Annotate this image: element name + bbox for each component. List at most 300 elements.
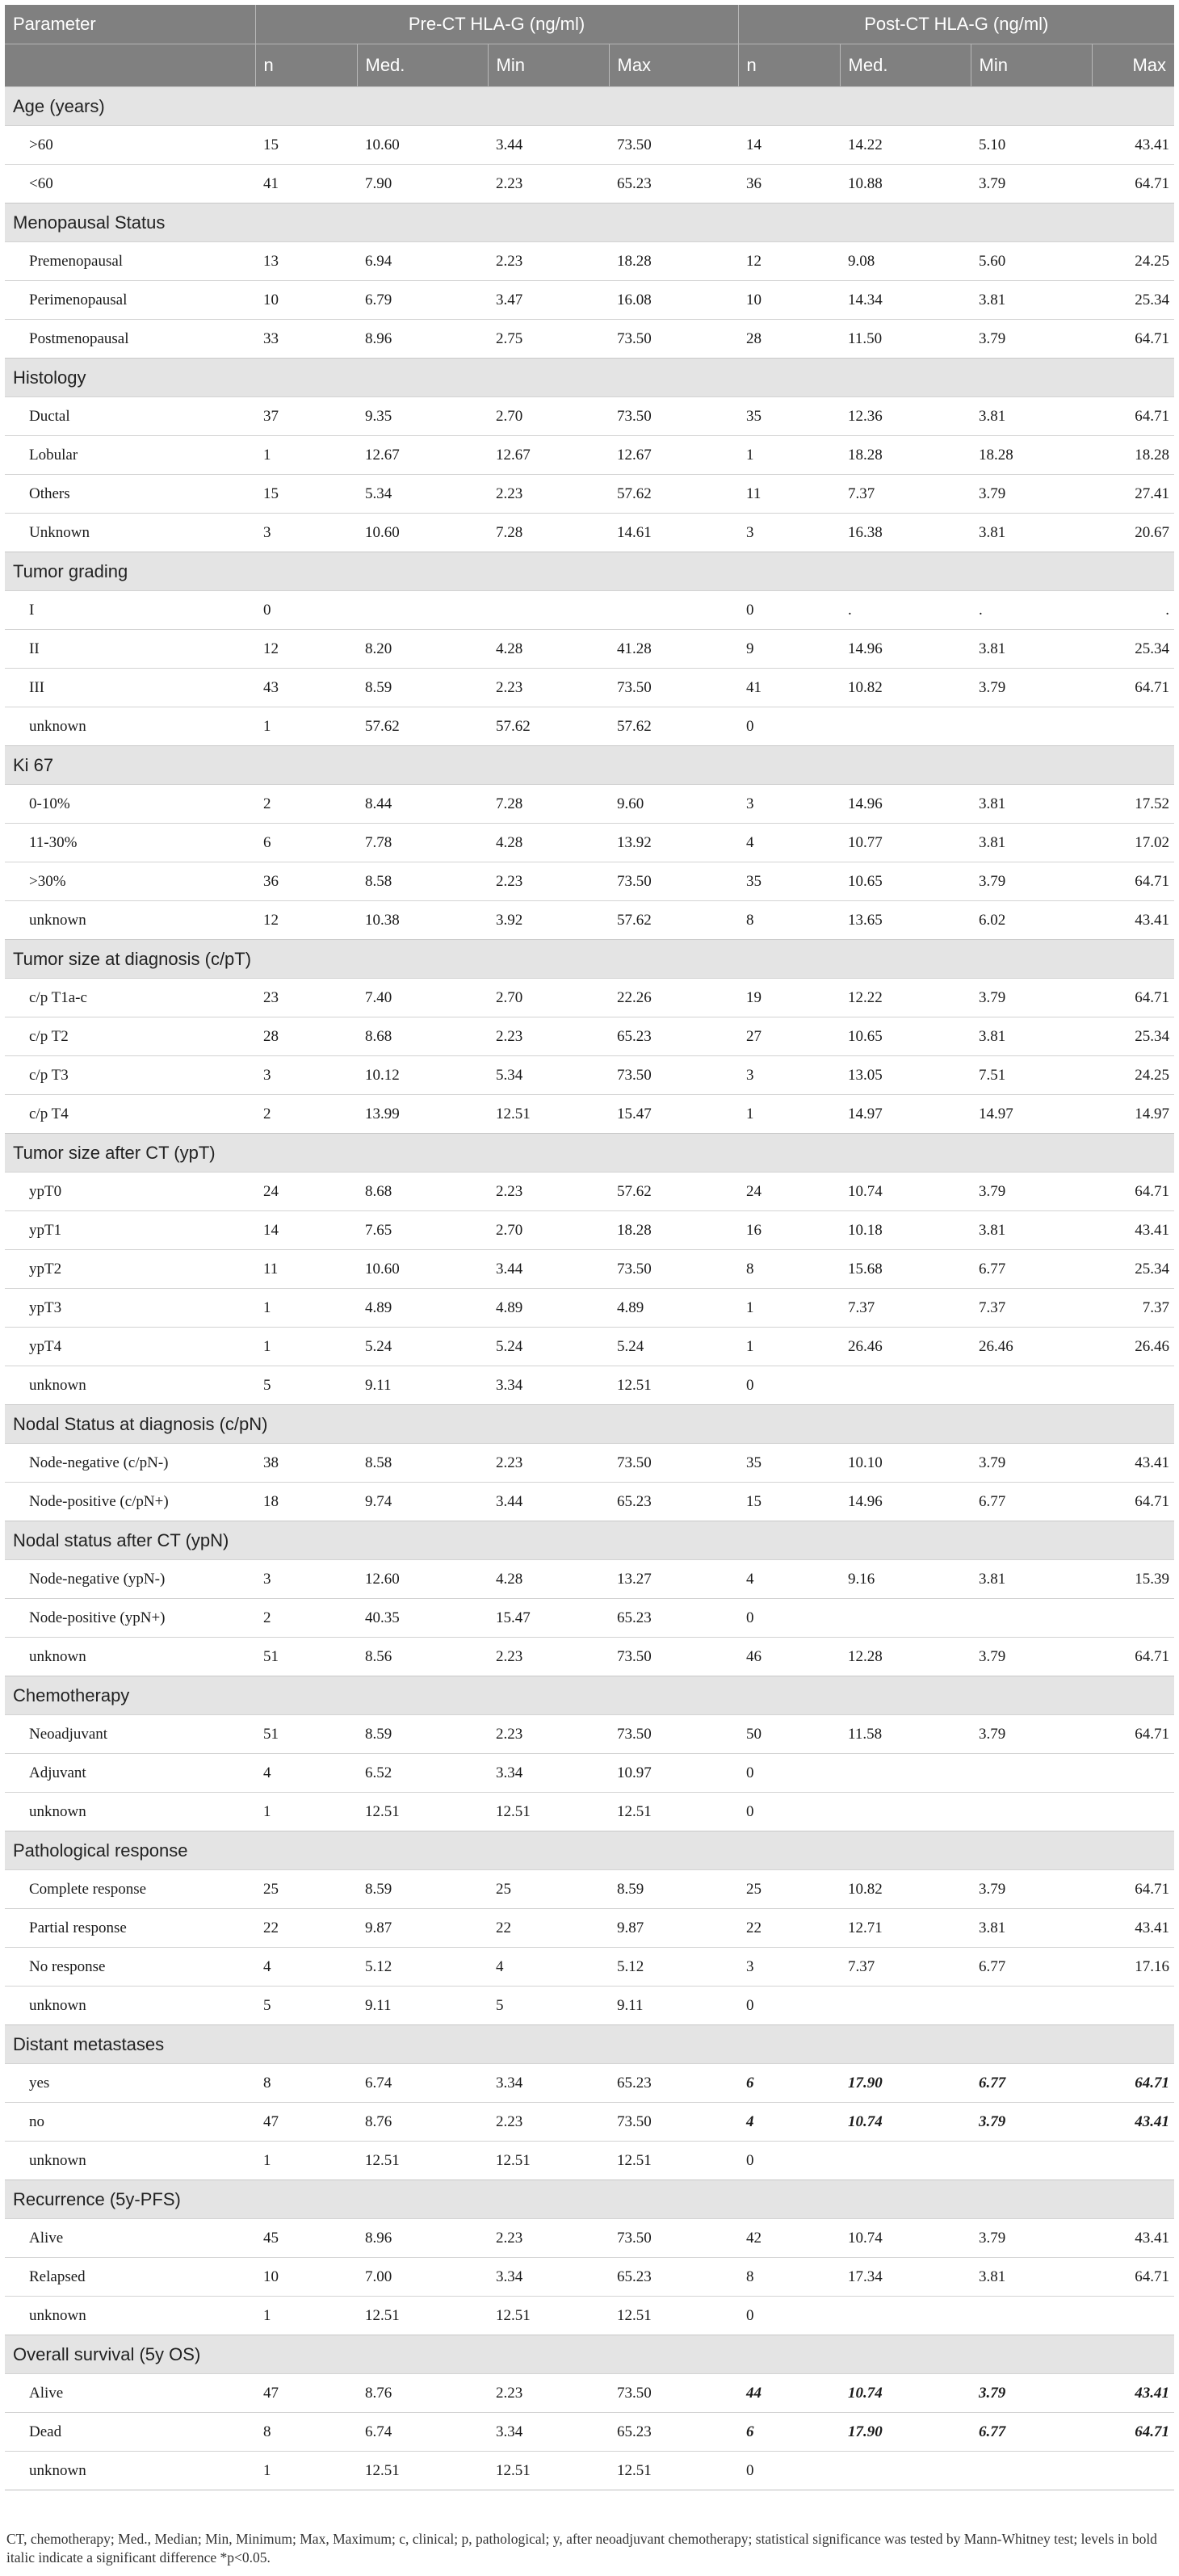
cell-pre-min [488, 591, 609, 630]
cell-post-med: 7.37 [840, 475, 971, 514]
cell-pre-med: 9.74 [357, 1483, 488, 1521]
table-row [5, 1444, 1174, 1483]
cell-pre-med: 6.74 [357, 2064, 488, 2103]
cell-pre-max: 57.62 [609, 707, 738, 746]
cell-post-med: 12.36 [840, 397, 971, 436]
cell-post-n: 25 [738, 1870, 840, 1909]
cell-pre-med: 12.60 [357, 1560, 488, 1599]
cell-pre-n: 18 [255, 1483, 357, 1521]
header-col-pre-med: Med. [357, 44, 488, 87]
category-row [5, 1676, 1174, 1715]
cell-post-max: 43.41 [1092, 2374, 1174, 2413]
row-label: unknown [5, 2297, 255, 2335]
cell-pre-max: 9.87 [609, 1909, 738, 1948]
cell-pre-n: 14 [255, 1211, 357, 1250]
cell-post-max: 15.39 [1092, 1560, 1174, 1599]
cell-pre-min: 2.70 [488, 979, 609, 1017]
cell-post-med: 10.82 [840, 1870, 971, 1909]
cell-post-max: 25.34 [1092, 1250, 1174, 1289]
cell-post-n: 22 [738, 1909, 840, 1948]
cell-post-max: 43.41 [1092, 1211, 1174, 1250]
cell-pre-max: 9.60 [609, 785, 738, 824]
cell-pre-min: 2.23 [488, 2103, 609, 2142]
cell-pre-max: 73.50 [609, 320, 738, 359]
cell-post-med: 10.65 [840, 1017, 971, 1056]
row-label: ypT3 [5, 1289, 255, 1328]
cell-pre-n: 1 [255, 2297, 357, 2335]
row-label: Alive [5, 2219, 255, 2258]
cell-post-max: 27.41 [1092, 475, 1174, 514]
cell-pre-max: 12.51 [609, 2142, 738, 2180]
cell-pre-n: 51 [255, 1715, 357, 1754]
cell-post-min: 3.81 [971, 630, 1092, 669]
table-row [5, 2142, 1174, 2180]
cell-post-n: 27 [738, 1017, 840, 1056]
cell-pre-n: 37 [255, 397, 357, 436]
cell-pre-n: 41 [255, 165, 357, 203]
cell-pre-min: 2.70 [488, 397, 609, 436]
cell-pre-med: 5.24 [357, 1328, 488, 1366]
cell-pre-med: 8.59 [357, 1870, 488, 1909]
cell-post-n: 28 [738, 320, 840, 359]
cell-post-n: 8 [738, 901, 840, 940]
table-row [5, 591, 1174, 630]
cell-pre-max: 14.61 [609, 514, 738, 552]
cell-pre-med: 8.96 [357, 320, 488, 359]
row-label: Dead [5, 2413, 255, 2452]
cell-post-n: 1 [738, 436, 840, 475]
cell-pre-n: 1 [255, 2452, 357, 2490]
cell-post-n: 35 [738, 1444, 840, 1483]
cell-pre-n: 23 [255, 979, 357, 1017]
cell-pre-min: 5 [488, 1987, 609, 2025]
cell-pre-min: 2.23 [488, 1017, 609, 1056]
cell-pre-min: 12.51 [488, 1793, 609, 1831]
cell-pre-max: 5.12 [609, 1948, 738, 1987]
cell-post-min: 5.10 [971, 126, 1092, 165]
cell-post-med: 10.74 [840, 2219, 971, 2258]
cell-pre-min: 2.23 [488, 862, 609, 901]
cell-post-n: 0 [738, 2452, 840, 2490]
cell-post-med: 16.38 [840, 514, 971, 552]
cell-post-max: 43.41 [1092, 1444, 1174, 1483]
cell-post-max: 64.71 [1092, 397, 1174, 436]
table-row [5, 1754, 1174, 1793]
cell-pre-med: 10.38 [357, 901, 488, 940]
category-row [5, 940, 1174, 979]
cell-pre-min: 3.92 [488, 901, 609, 940]
header-col-post-max: Max [1092, 44, 1174, 87]
header-parameter: Parameter [5, 5, 255, 44]
row-label: unknown [5, 2142, 255, 2180]
row-label: Adjuvant [5, 1754, 255, 1793]
cell-pre-n: 4 [255, 1948, 357, 1987]
category-title: Tumor size after CT (ypT) [5, 1134, 1174, 1173]
row-label: Partial response [5, 1909, 255, 1948]
row-label: III [5, 669, 255, 707]
cell-post-n: 6 [738, 2413, 840, 2452]
row-label: unknown [5, 2452, 255, 2490]
cell-post-min [971, 2297, 1092, 2335]
cell-post-max: 64.71 [1092, 2064, 1174, 2103]
cell-pre-n: 51 [255, 1638, 357, 1676]
cell-pre-n: 3 [255, 514, 357, 552]
cell-pre-med: 10.60 [357, 126, 488, 165]
cell-post-med [840, 2297, 971, 2335]
cell-post-min: 3.79 [971, 1870, 1092, 1909]
cell-post-n: 0 [738, 1987, 840, 2025]
category-row [5, 1134, 1174, 1173]
category-row [5, 1405, 1174, 1444]
cell-post-min: 6.77 [971, 1483, 1092, 1521]
cell-post-n: 1 [738, 1095, 840, 1134]
cell-post-n: 35 [738, 397, 840, 436]
cell-pre-min: 2.23 [488, 1173, 609, 1211]
cell-post-min: 7.51 [971, 1056, 1092, 1095]
cell-pre-n: 2 [255, 1599, 357, 1638]
cell-post-med: 7.37 [840, 1948, 971, 1987]
category-title: Overall survival (5y OS) [5, 2335, 1174, 2374]
cell-post-med [840, 1793, 971, 1831]
category-row [5, 87, 1174, 126]
cell-post-min: 6.02 [971, 901, 1092, 940]
cell-post-max: . [1092, 591, 1174, 630]
category-row [5, 552, 1174, 591]
cell-post-n: 8 [738, 2258, 840, 2297]
cell-pre-min: 22 [488, 1909, 609, 1948]
row-label: Lobular [5, 436, 255, 475]
cell-pre-med: 13.99 [357, 1095, 488, 1134]
cell-pre-med: 8.68 [357, 1017, 488, 1056]
table-row [5, 1948, 1174, 1987]
cell-post-max: 64.71 [1092, 2413, 1174, 2452]
header-column-row [5, 44, 1174, 87]
row-label: Complete response [5, 1870, 255, 1909]
cell-post-max: 64.71 [1092, 1483, 1174, 1521]
cell-post-max [1092, 2297, 1174, 2335]
category-title: Recurrence (5y-PFS) [5, 2180, 1174, 2219]
cell-pre-n: 36 [255, 862, 357, 901]
cell-pre-min: 2.23 [488, 2374, 609, 2413]
cell-post-min: 6.77 [971, 2413, 1092, 2452]
cell-pre-med: 8.58 [357, 862, 488, 901]
table-row [5, 2103, 1174, 2142]
row-label: unknown [5, 1793, 255, 1831]
cell-pre-max: 65.23 [609, 165, 738, 203]
cell-pre-min: 3.34 [488, 2064, 609, 2103]
header-post-ct-group: Post-CT HLA-G (ng/ml) [738, 5, 1174, 44]
cell-post-max: 17.16 [1092, 1948, 1174, 1987]
cell-pre-n: 3 [255, 1560, 357, 1599]
cell-post-max: 20.67 [1092, 514, 1174, 552]
cell-pre-max: 73.50 [609, 862, 738, 901]
cell-post-med: 10.77 [840, 824, 971, 862]
cell-pre-n: 6 [255, 824, 357, 862]
cell-pre-max: 13.27 [609, 1560, 738, 1599]
cell-pre-min: 12.67 [488, 436, 609, 475]
row-label: no [5, 2103, 255, 2142]
cell-pre-min: 4.28 [488, 630, 609, 669]
cell-post-min: 3.79 [971, 979, 1092, 1017]
cell-post-n: 44 [738, 2374, 840, 2413]
cell-pre-min: 12.51 [488, 1095, 609, 1134]
category-row [5, 2180, 1174, 2219]
row-label: Ductal [5, 397, 255, 436]
cell-pre-n: 13 [255, 242, 357, 281]
cell-pre-min: 12.51 [488, 2297, 609, 2335]
table-row [5, 514, 1174, 552]
category-title: Chemotherapy [5, 1676, 1174, 1715]
cell-post-med: 11.58 [840, 1715, 971, 1754]
cell-pre-n: 15 [255, 475, 357, 514]
cell-post-min: 3.79 [971, 862, 1092, 901]
cell-pre-max: 73.50 [609, 1638, 738, 1676]
cell-pre-max: 73.50 [609, 2103, 738, 2142]
cell-post-n: 0 [738, 2297, 840, 2335]
cell-pre-med: 12.51 [357, 2142, 488, 2180]
row-label: c/p T3 [5, 1056, 255, 1095]
cell-pre-n: 47 [255, 2103, 357, 2142]
cell-pre-n: 22 [255, 1909, 357, 1948]
cell-post-n: 8 [738, 1250, 840, 1289]
cell-post-max: 64.71 [1092, 320, 1174, 359]
cell-pre-max: 73.50 [609, 1715, 738, 1754]
cell-pre-n: 15 [255, 126, 357, 165]
cell-pre-max: 57.62 [609, 901, 738, 940]
cell-pre-n: 11 [255, 1250, 357, 1289]
cell-post-n: 1 [738, 1328, 840, 1366]
cell-pre-max: 73.50 [609, 2374, 738, 2413]
cell-pre-med: 6.94 [357, 242, 488, 281]
cell-pre-max: 73.50 [609, 2219, 738, 2258]
cell-pre-min: 2.23 [488, 2219, 609, 2258]
cell-post-med: 13.65 [840, 901, 971, 940]
cell-post-max [1092, 1754, 1174, 1793]
cell-pre-min: 3.34 [488, 2413, 609, 2452]
table-body [5, 87, 1174, 2490]
cell-post-n: 3 [738, 785, 840, 824]
cell-pre-min: 2.75 [488, 320, 609, 359]
cell-post-max: 64.71 [1092, 165, 1174, 203]
cell-post-med: 14.96 [840, 785, 971, 824]
cell-pre-max: 73.50 [609, 1250, 738, 1289]
category-title: Age (years) [5, 87, 1174, 126]
cell-pre-min: 7.28 [488, 785, 609, 824]
cell-post-min [971, 1793, 1092, 1831]
cell-pre-min: 12.51 [488, 2142, 609, 2180]
table-footnote: CT, chemotherapy; Med., Median; Min, Minimum; Max, Maximum; c, clinical; p, pathological; y, after neoadjuvant chemotherapy; statistical significance was tested by Mann-Whitney test; levels in bold italic indicate a significant difference *p<0.05. [6, 2531, 1157, 2566]
cell-pre-n: 4 [255, 1754, 357, 1793]
header-col-pre-max: Max [609, 44, 738, 87]
table-row [5, 1483, 1174, 1521]
cell-post-n: 10 [738, 281, 840, 320]
table-row [5, 475, 1174, 514]
cell-post-med [840, 1987, 971, 2025]
cell-post-min [971, 1754, 1092, 1793]
cell-pre-min: 15.47 [488, 1599, 609, 1638]
cell-post-med [840, 707, 971, 746]
cell-post-med: 10.65 [840, 862, 971, 901]
table-row [5, 669, 1174, 707]
row-label: unknown [5, 901, 255, 940]
category-row [5, 203, 1174, 242]
cell-post-min: . [971, 591, 1092, 630]
cell-pre-med: 12.51 [357, 1793, 488, 1831]
cell-post-max: 7.37 [1092, 1289, 1174, 1328]
cell-pre-max: 65.23 [609, 1483, 738, 1521]
cell-pre-n: 0 [255, 591, 357, 630]
cell-pre-med: 7.40 [357, 979, 488, 1017]
category-title: Ki 67 [5, 746, 1174, 785]
hla-g-table-container [5, 5, 1174, 2490]
cell-post-min: 3.79 [971, 669, 1092, 707]
cell-pre-n: 1 [255, 1328, 357, 1366]
table-row [5, 2374, 1174, 2413]
cell-pre-med: 8.59 [357, 669, 488, 707]
row-label: Neoadjuvant [5, 1715, 255, 1754]
cell-post-med: 9.08 [840, 242, 971, 281]
cell-pre-min: 2.23 [488, 669, 609, 707]
cell-post-n: 42 [738, 2219, 840, 2258]
cell-post-max: 64.71 [1092, 1715, 1174, 1754]
cell-pre-max: 13.92 [609, 824, 738, 862]
header-col-post-med: Med. [840, 44, 971, 87]
cell-post-max: 25.34 [1092, 281, 1174, 320]
cell-post-min: 6.77 [971, 2064, 1092, 2103]
row-label: c/p T1a-c [5, 979, 255, 1017]
cell-post-min [971, 1987, 1092, 2025]
cell-post-max: 43.41 [1092, 2219, 1174, 2258]
cell-post-med: 26.46 [840, 1328, 971, 1366]
cell-post-max [1092, 707, 1174, 746]
table-row [5, 2219, 1174, 2258]
cell-pre-med [357, 591, 488, 630]
cell-pre-min: 2.23 [488, 242, 609, 281]
cell-pre-max: 41.28 [609, 630, 738, 669]
table-row [5, 397, 1174, 436]
cell-pre-max: 5.24 [609, 1328, 738, 1366]
row-label: ypT4 [5, 1328, 255, 1366]
cell-post-med [840, 1754, 971, 1793]
row-label: c/p T2 [5, 1017, 255, 1056]
row-label: >30% [5, 862, 255, 901]
cell-pre-n: 12 [255, 901, 357, 940]
cell-post-n: 12 [738, 242, 840, 281]
cell-pre-n: 10 [255, 281, 357, 320]
cell-post-min: 3.79 [971, 1444, 1092, 1483]
cell-pre-n: 1 [255, 707, 357, 746]
row-label: Alive [5, 2374, 255, 2413]
cell-post-min: 5.60 [971, 242, 1092, 281]
table-row [5, 1638, 1174, 1676]
category-title: Histology [5, 359, 1174, 397]
cell-pre-med: 7.90 [357, 165, 488, 203]
row-label: Node-negative (c/pN-) [5, 1444, 255, 1483]
cell-pre-min: 3.47 [488, 281, 609, 320]
cell-post-max: 64.71 [1092, 1638, 1174, 1676]
row-label: No response [5, 1948, 255, 1987]
cell-pre-min: 7.28 [488, 514, 609, 552]
cell-post-med: 14.97 [840, 1095, 971, 1134]
cell-pre-min: 2.23 [488, 1715, 609, 1754]
cell-post-max: 26.46 [1092, 1328, 1174, 1366]
cell-post-min: 3.79 [971, 320, 1092, 359]
table-row [5, 1289, 1174, 1328]
cell-post-n: 0 [738, 591, 840, 630]
cell-post-max [1092, 2142, 1174, 2180]
cell-pre-med: 8.59 [357, 1715, 488, 1754]
header-col-pre-min: Min [488, 44, 609, 87]
table-row [5, 1366, 1174, 1405]
cell-pre-max: 65.23 [609, 2258, 738, 2297]
cell-pre-med: 10.60 [357, 1250, 488, 1289]
cell-post-n: 1 [738, 1289, 840, 1328]
table-row [5, 1870, 1174, 1909]
cell-pre-max: 18.28 [609, 1211, 738, 1250]
table-row [5, 126, 1174, 165]
cell-post-min [971, 2452, 1092, 2490]
cell-pre-n: 1 [255, 436, 357, 475]
cell-post-med [840, 1366, 971, 1405]
cell-post-med: 10.82 [840, 669, 971, 707]
cell-post-med: 14.96 [840, 1483, 971, 1521]
cell-post-min [971, 707, 1092, 746]
cell-post-min: 3.79 [971, 1173, 1092, 1211]
table-row [5, 1250, 1174, 1289]
cell-pre-med: 6.79 [357, 281, 488, 320]
cell-post-n: 0 [738, 1599, 840, 1638]
row-label: <60 [5, 165, 255, 203]
cell-post-med: 12.22 [840, 979, 971, 1017]
cell-pre-min: 4.28 [488, 824, 609, 862]
cell-post-n: 15 [738, 1483, 840, 1521]
category-title: Nodal status after CT (ypN) [5, 1521, 1174, 1560]
cell-post-n: 4 [738, 2103, 840, 2142]
cell-post-med: 10.74 [840, 2103, 971, 2142]
row-label: Premenopausal [5, 242, 255, 281]
cell-pre-med: 7.65 [357, 1211, 488, 1250]
row-label: 11-30% [5, 824, 255, 862]
cell-pre-med: 8.76 [357, 2374, 488, 2413]
cell-post-med: 10.18 [840, 1211, 971, 1250]
cell-post-med [840, 2452, 971, 2490]
cell-post-max: 64.71 [1092, 2258, 1174, 2297]
cell-post-n: 0 [738, 1754, 840, 1793]
hla-g-table [5, 5, 1174, 2490]
cell-post-min: 3.81 [971, 1211, 1092, 1250]
cell-post-max [1092, 1366, 1174, 1405]
cell-pre-min: 3.34 [488, 1366, 609, 1405]
cell-pre-med: 8.68 [357, 1173, 488, 1211]
cell-post-min: 3.79 [971, 2374, 1092, 2413]
cell-pre-max: 57.62 [609, 475, 738, 514]
cell-post-med: 17.90 [840, 2064, 971, 2103]
row-label: Postmenopausal [5, 320, 255, 359]
table-row [5, 979, 1174, 1017]
cell-pre-min: 5.34 [488, 1056, 609, 1095]
category-row [5, 746, 1174, 785]
cell-pre-n: 10 [255, 2258, 357, 2297]
cell-post-max: 43.41 [1092, 901, 1174, 940]
row-label: >60 [5, 126, 255, 165]
cell-pre-min: 3.34 [488, 2258, 609, 2297]
cell-pre-med: 40.35 [357, 1599, 488, 1638]
cell-pre-max: 73.50 [609, 1056, 738, 1095]
cell-post-min: 26.46 [971, 1328, 1092, 1366]
cell-pre-med: 8.44 [357, 785, 488, 824]
cell-post-n: 4 [738, 1560, 840, 1599]
cell-post-min [971, 1366, 1092, 1405]
